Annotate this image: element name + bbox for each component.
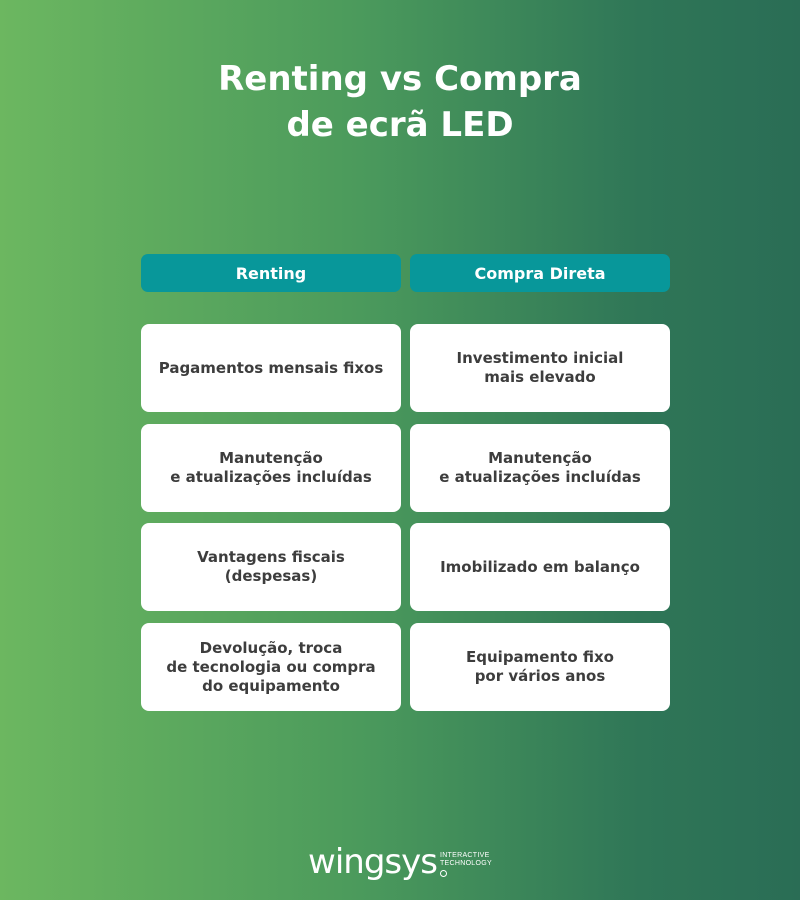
compra-cell-3: Imobilizado em balanço [410,523,670,611]
logo-tagline [440,852,492,877]
compra-cell-2: Manutenção e atualizações incluídas [410,424,670,512]
compra-cell-1: Investimento inicial mais elevado [410,324,670,412]
column-header-compra-direta: Compra Direta [410,254,670,292]
logo-tagline-line-2: TECHNOLOGY [439,860,492,867]
logo-tagline-line-1: INTERACTIVE [439,852,490,859]
logo-wordmark: wingsys [308,842,437,882]
wingsys-logo [0,844,800,880]
title-line-1: Renting vs Compra [218,59,582,99]
title-line-2: de ecrã LED [286,105,514,145]
renting-cell-4: Devolução, troca de tecnologia ou compra do equipamento [141,623,401,711]
page-title [0,56,800,148]
renting-cell-3: Vantagens fiscais (despesas) [141,523,401,611]
renting-cell-1: Pagamentos mensais fixos [141,324,401,412]
compra-cell-4: Equipamento fixo por vários anos [410,623,670,711]
logo-dot-icon [440,870,447,877]
renting-cell-2: Manutenção e atualizações incluídas [141,424,401,512]
column-header-renting: Renting [141,254,401,292]
